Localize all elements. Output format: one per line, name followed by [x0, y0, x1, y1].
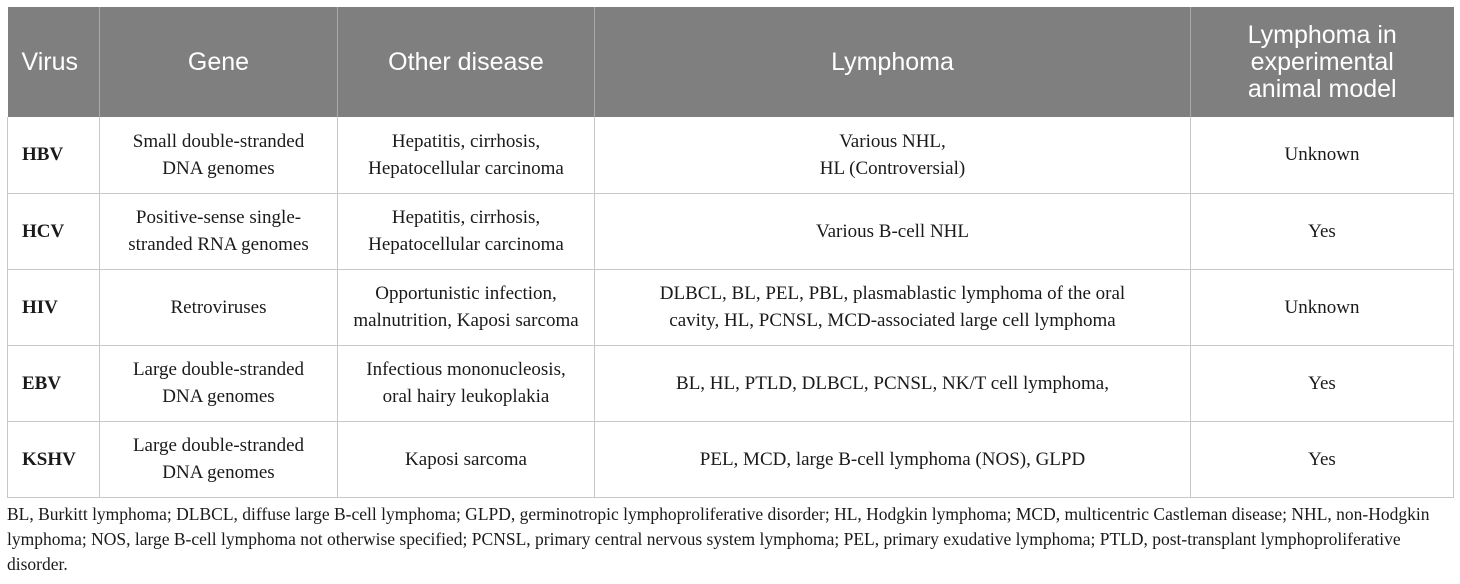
table-row	[8, 117, 1454, 193]
table-row	[8, 193, 1454, 269]
cell-animal-model: Yes	[1191, 421, 1454, 497]
cell-virus: KSHV	[8, 421, 100, 497]
header-row	[8, 7, 1454, 117]
cell-gene: Large double-stranded DNA genomes	[100, 421, 338, 497]
cell-gene: Large double-stranded DNA genomes	[100, 345, 338, 421]
header-other-disease: Other disease	[338, 7, 595, 117]
cell-virus: HIV	[8, 269, 100, 345]
header-gene: Gene	[100, 7, 338, 117]
table-header	[8, 7, 1454, 117]
cell-gene: Small double-stranded DNA genomes	[100, 117, 338, 193]
cell-animal-model: Yes	[1191, 193, 1454, 269]
cell-lymphoma: DLBCL, BL, PEL, PBL, plasmablastic lymphoma of the oral cavity, HL, PCNSL, MCD-associated large cell lymphoma	[595, 269, 1191, 345]
cell-other-disease: Hepatitis, cirrhosis, Hepatocellular carcinoma	[338, 193, 595, 269]
table-row	[8, 421, 1454, 497]
cell-lymphoma: Various NHL, HL (Controversial)	[595, 117, 1191, 193]
header-lymphoma: Lymphoma	[595, 7, 1191, 117]
cell-lymphoma: PEL, MCD, large B-cell lymphoma (NOS), GLPD	[595, 421, 1191, 497]
cell-gene: Positive-sense single- stranded RNA genomes	[100, 193, 338, 269]
table-row	[8, 345, 1454, 421]
table-footnote: BL, Burkitt lymphoma; DLBCL, diffuse large B-cell lymphoma; GLPD, germinotropic lymphoproliferative disorder; HL, Hodgkin lymphoma; MCD, multicentric Castleman disease; NHL, non-Hodgkin lymphoma; NOS, large B-cell lymphoma not otherwise specified; PCNSL, primary central nervous system lymphoma; PEL, primary exudative lymphoma; PTLD, post-transplant lymphoproliferative disorder.	[7, 504, 1430, 574]
cell-gene: Retroviruses	[100, 269, 338, 345]
cell-animal-model: Yes	[1191, 345, 1454, 421]
cell-virus: HCV	[8, 193, 100, 269]
cell-lymphoma: Various B-cell NHL	[595, 193, 1191, 269]
cell-other-disease: Hepatitis, cirrhosis, Hepatocellular carcinoma	[338, 117, 595, 193]
cell-animal-model: Unknown	[1191, 269, 1454, 345]
table-body	[8, 117, 1454, 497]
header-animal-model: Lymphoma in experimental animal model	[1191, 7, 1454, 117]
header-virus: Virus	[21, 47, 79, 76]
cell-other-disease: Kaposi sarcoma	[338, 421, 595, 497]
cell-other-disease: Opportunistic infection, malnutrition, Kaposi sarcoma	[338, 269, 595, 345]
virus-lymphoma-table	[7, 7, 1454, 498]
cell-virus: EBV	[8, 345, 100, 421]
cell-animal-model: Unknown	[1191, 117, 1454, 193]
cell-other-disease: Infectious mononucleosis, oral hairy leukoplakia	[338, 345, 595, 421]
table-container	[7, 7, 1453, 498]
table-row	[8, 269, 1454, 345]
cell-lymphoma: BL, HL, PTLD, DLBCL, PCNSL, NK/T cell lymphoma,	[595, 345, 1191, 421]
cell-virus: HBV	[8, 117, 100, 193]
